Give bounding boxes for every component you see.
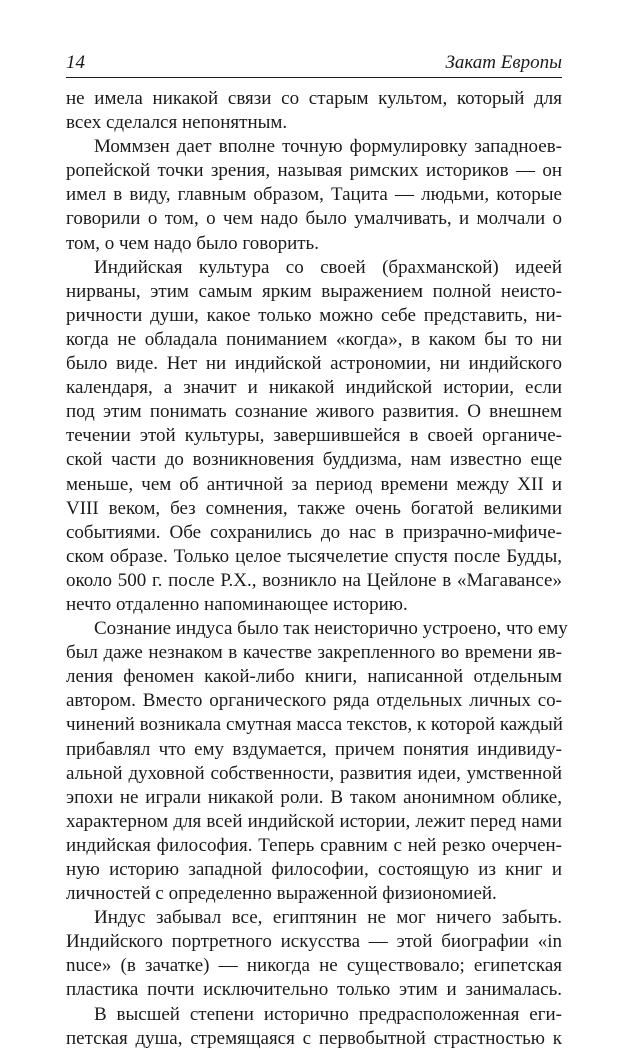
running-header — [66, 52, 562, 74]
text-line: альной духовной собственности, развития идеи, умственной — [66, 762, 562, 784]
text-line: около 500 г. после Р.Х., возникло на Цейлоне в «Магавансе» — [66, 569, 562, 591]
text-line: календаря, а значит и никакой индийской истории, если — [66, 377, 562, 399]
text-line: характерном для всей индийской истории, лежит перед нами — [66, 810, 562, 832]
text-line: индийская философия. Теперь сравним с ней резко очерчен- — [66, 834, 562, 856]
text-line: говорили о том, о чем надо было умалчивать, и молчали о — [66, 208, 562, 230]
text-line: Индийского портретного искусства — этой биографии «in — [66, 931, 562, 953]
text-line: всех сделался непонятным. — [66, 112, 288, 134]
text-line: был даже незнаком в качестве закрепленного во времени яв- — [66, 642, 562, 664]
text-line: событиями. Обе сохранились до нас в призрачно-мифиче- — [66, 521, 562, 543]
running-title: Закат Европы — [445, 52, 562, 73]
text-line: прибавлял что ему вздумается, причем понятия индивиду- — [66, 738, 562, 760]
text-line: ропейской точки зрения, называя римских историков — он — [66, 160, 562, 182]
text-line: эпохи не играли никакой роли. В таком анонимном облике, — [66, 786, 562, 808]
header-rule — [66, 77, 562, 78]
text-line: было виде. Нет ни индийской астрономии, ни индийского — [66, 353, 562, 375]
text-line: ления феномен какой-либо книги, написанной отдельным — [66, 666, 562, 688]
text-line: Индийская культура со своей (брахманской) идеей — [94, 256, 562, 278]
text-line: Моммзен дает вполне точную формулировку западноев- — [94, 136, 562, 158]
text-line: Сознание индуса было так неисторично устроено, что ему — [94, 618, 568, 640]
text-line: меньше, чем об античной за период времени между XII и — [66, 473, 562, 495]
text-line: течении этой культуры, завершившейся в своей органиче- — [66, 425, 562, 447]
text-line: пластика почти исключительно только этим и занималась. — [66, 979, 562, 1001]
text-line: когда не обладала пониманием «когда», в каком бы то ни — [66, 328, 562, 350]
text-line: ную историю западной философии, состоящую из книг и — [66, 859, 562, 880]
text-line: нечто отдаленно напоминающее историю. — [66, 593, 408, 615]
page-body — [66, 87, 568, 1051]
text-line: имел в виду, главным образом, Тацита — людьми, которые — [66, 184, 562, 206]
text-line: том, о чем надо было говорить. — [66, 232, 319, 254]
text-line: под этим понимать сознание живого развития. О внешнем — [66, 401, 562, 423]
text-line: не имела никакой связи со старым культом, который для — [66, 88, 562, 109]
page-number: 14 — [66, 52, 85, 73]
text-line: чинений возникала смутная масса текстов, к которой каждый — [66, 714, 563, 736]
text-line: Индус забывал все, египтянин не мог ничего забыть. — [94, 907, 562, 929]
text-line: ском образе. Только целое тысячелетие спустя после Будды, — [66, 545, 562, 567]
text-line: ской части до возникновения буддизма, нам известно еще — [66, 449, 562, 471]
text-line: личностей с определенно выраженной физиономией. — [66, 883, 497, 905]
text-line: автором. Вместо органического ряда отдельных личных со- — [66, 690, 562, 712]
text-line: петская душа, стремящаяся с первобытной страстностью к — [66, 1027, 562, 1049]
text-line: В высшей степени исторично предрасположенная еги- — [94, 1003, 562, 1025]
text-line: VIII веком, без сомнения, также очень богатой великими — [66, 497, 562, 519]
text-line: нирваны, этим самым ярким выражением полной неисто- — [66, 280, 562, 302]
text-line: ричности души, какое только можно себе представить, ни- — [66, 304, 562, 326]
text-line: nuce» (в зачатке) — никогда не существовало; египетская — [66, 955, 562, 977]
